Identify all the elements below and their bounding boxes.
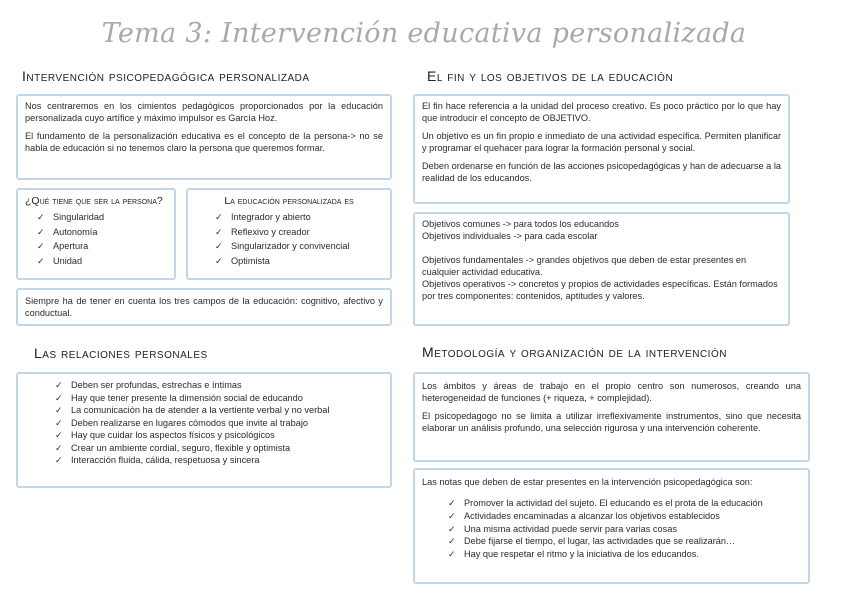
- list-item: ✓ Deben realizarse en lugares cómodos que invite al trabajo: [55, 417, 308, 428]
- list-item: ✓ Singularizador y convivencial: [231, 239, 383, 254]
- heading-fin-objetivos: El fin y los objetivos de la educación: [427, 68, 674, 84]
- box-objetivos: [413, 212, 790, 326]
- box-fin: [413, 94, 790, 204]
- list-item: ✓ Reflexivo y creador: [231, 225, 383, 240]
- list-item: ✓ Unidad: [53, 254, 167, 269]
- notas-intro: Las notas que deben de estar presentes en la intervención psicopedagógica son:: [422, 477, 753, 487]
- notas-list: [422, 496, 801, 560]
- list-item: ✓ Hay que tener presente la dimensión social de educando: [55, 392, 303, 403]
- list-item: ✓ Debe fijarse el tiempo, el lugar, las actividades que se realizarán…: [448, 536, 736, 546]
- list-item: ✓ Hay que respetar el ritmo y la iniciativa de los educandos.: [448, 548, 699, 559]
- box-notas: [413, 468, 810, 584]
- educacion-list: [195, 210, 383, 268]
- check-icon: ✓: [215, 226, 223, 237]
- persona-list: [25, 210, 167, 268]
- persona-title: ¿Qué tiene que ser la persona?: [25, 195, 163, 207]
- check-icon: ✓: [55, 455, 63, 465]
- list-item: ✓ Apertura: [53, 239, 167, 254]
- page-title: Tema 3: Intervención educativa personalizada: [101, 18, 747, 49]
- check-icon: ✓: [55, 442, 63, 453]
- check-icon: ✓: [55, 392, 63, 403]
- check-icon: ✓: [55, 430, 63, 440]
- intervencion-paragraph-2: El fundamento de la personalización educativa es el concepto de la persona-> no se habla de educación si no tenemos claro la persona que queremos formar.: [25, 131, 383, 153]
- list-item: ✓ La comunicación ha de atender a la vertiente verbal y no verbal: [55, 405, 330, 415]
- check-icon: ✓: [448, 548, 456, 559]
- box-campos: [16, 288, 392, 326]
- list-item: ✓ Crear un ambiente cordial, seguro, flexible y optimista: [55, 442, 291, 453]
- objetivos-operativos: Objetivos operativos -> concretos y propios de actividades específicas. Están formados por tres componentes: contenidos, aptitudes y valores.: [422, 279, 778, 301]
- heading-intervencion: Intervención psicopedagógica personalizada: [22, 68, 310, 84]
- box-relaciones: [16, 372, 392, 488]
- list-item: ✓ Integrador y abierto: [231, 210, 383, 225]
- metodologia-paragraph-2: El psicopedagogo no se limita a utilizar irreflexivamente instrumentos, sino que necesita elaborar un análisis profundo, una selección rigurosa y una intervención coherente.: [422, 411, 801, 433]
- check-icon: ✓: [448, 498, 456, 508]
- relaciones-list: [25, 379, 383, 467]
- heading-relaciones: Las relaciones personales: [34, 345, 208, 361]
- fin-paragraph-1: El fin hace referencia a la unidad del proceso creativo. Es poco práctico por lo que hay que introducir el concepto de OBJETIVO.: [422, 101, 781, 123]
- list-item: ✓ Singularidad: [53, 210, 167, 225]
- list-item: ✓ Actividades encaminadas a alcanzar los objetivos establecidos: [448, 511, 720, 521]
- list-item: ✓ Optimista: [231, 254, 383, 269]
- box-persona: [16, 188, 176, 280]
- heading-metodologia: Metodología y organización de la intervención: [422, 344, 727, 360]
- list-item: ✓ Promover la actividad del sujeto. El educando es el prota de la educación: [448, 498, 763, 508]
- check-icon: ✓: [37, 212, 45, 222]
- fin-paragraph-2: Un objetivo es un fin propio e inmediato de una actividad específica. Permiten planificar y programar el quehacer para lograr la formación personal y social.: [422, 131, 781, 153]
- check-icon: ✓: [37, 255, 45, 266]
- check-icon: ✓: [37, 241, 45, 251]
- box-intervencion: [16, 94, 392, 180]
- check-icon: ✓: [215, 241, 223, 251]
- list-item: ✓ Autonomía: [53, 225, 167, 240]
- check-icon: ✓: [37, 226, 45, 237]
- list-item: ✓ Hay que cuidar los aspectos físicos y psicológicos: [55, 430, 275, 440]
- check-icon: ✓: [55, 405, 63, 415]
- metodologia-paragraph-1: Los ámbitos y áreas de trabajo en el propio centro son numerosos, creando una heterogeneidad de funciones (+ riqueza, + complejidad).: [422, 381, 801, 403]
- objetivos-fundamentales: Objetivos fundamentales -> grandes objetivos que deben de estar presentes en cualquier actividad educativa.: [422, 255, 747, 277]
- check-icon: ✓: [448, 523, 456, 534]
- fin-paragraph-3: Deben ordenarse en función de las acciones psicopedagógicas y han de adecuarse a la realidad de los educandos.: [422, 161, 781, 183]
- list-item: ✓ Deben ser profundas, estrechas e íntimas: [55, 380, 242, 390]
- box-metodologia: [413, 372, 810, 462]
- check-icon: ✓: [215, 212, 223, 222]
- list-item: ✓ Una misma actividad puede servir para varias cosas: [448, 523, 677, 534]
- check-icon: ✓: [55, 417, 63, 428]
- campos-text: Siempre ha de tener en cuenta los tres campos de la educación: cognitivo, afectivo y conductual.: [25, 296, 383, 318]
- box-educacion-personalizada: [186, 188, 392, 280]
- educacion-title: La educación personalizada es: [224, 195, 354, 207]
- check-icon: ✓: [215, 255, 223, 266]
- objetivos-individuales: Objetivos individuales -> para cada escolar: [422, 231, 598, 241]
- check-icon: ✓: [55, 380, 63, 390]
- check-icon: ✓: [448, 511, 456, 521]
- objetivos-comunes: Objetivos comunes -> para todos los educandos: [422, 219, 619, 229]
- check-icon: ✓: [448, 536, 456, 546]
- list-item: ✓ Interacción fluida, cálida, respetuosa y sincera: [55, 455, 260, 465]
- intervencion-paragraph-1: Nos centraremos en los cimientos pedagógicos proporcionados por la educación personalizada cuyo artífice y máximo impulsor es García Hoz.: [25, 101, 383, 123]
